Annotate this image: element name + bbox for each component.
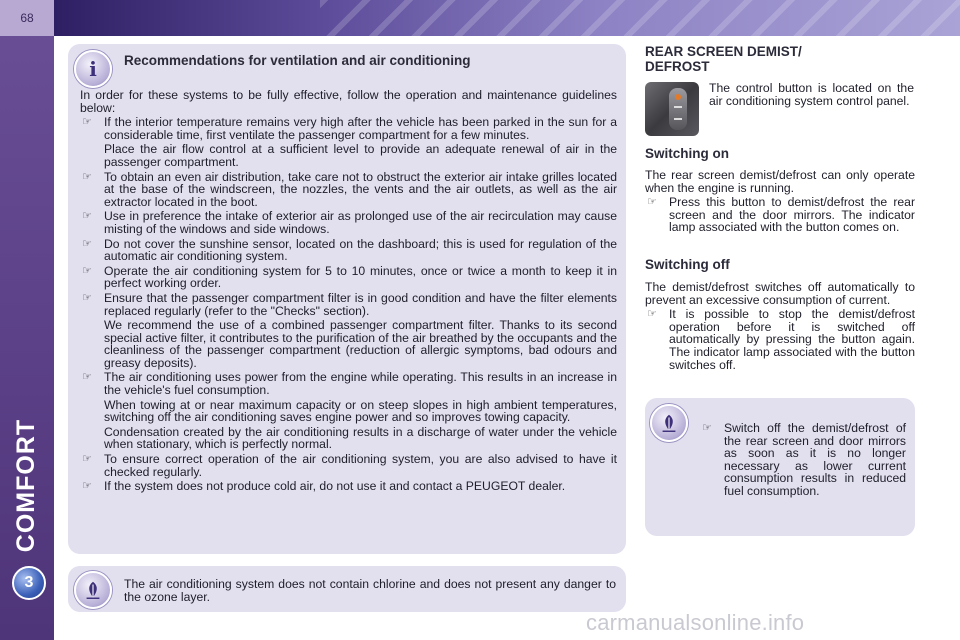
switching-off-body: [645, 281, 915, 373]
recommendation-item: ☞ To ensure correct operation of the air conditioning system, you are also advised to have it checked regularly.: [80, 453, 617, 478]
switching-off-heading: Switching off: [645, 257, 730, 272]
switching-on-heading: Switching on: [645, 146, 729, 161]
header-band: [54, 0, 960, 36]
recommendation-item: ☞ To obtain an even air distribution, take care not to obstruct the exterior air intake grilles located at the base of the windscreen, the nozzles, the vents and the air outlets, as well as the air extractor located in the boot.: [80, 171, 617, 209]
info-icon: i: [74, 50, 112, 88]
eco-tip-leaf-icon: [650, 404, 688, 442]
eco-tip-bullet: ☞ Switch off the demist/defrost of the rear screen and door mirrors as soon as it is no longer necessary as lower current consumption results in reduced fuel consumption.: [700, 422, 906, 498]
recommendations-title: Recommendations for ventilation and air conditioning: [124, 53, 471, 68]
rear-screen-title-line1: REAR SCREEN DEMIST/: [645, 44, 802, 59]
watermark: carmanualsonline.info: [586, 610, 805, 635]
indicator-lamp: [675, 94, 681, 100]
eco-note-text: The air conditioning system does not contain chlorine and does not present any danger to the ozone layer.: [124, 577, 616, 604]
switching-off-bullet: ☞ It is possible to stop the demist/defrost operation before it is switched off automatically by pressing the button again. The indicator lamp associated with the button switches off.: [645, 308, 915, 371]
recommendation-subparagraph: Condensation created by the air conditioning results in a discharge of water under the vehicle when stationary, which is perfectly normal.: [104, 424, 617, 452]
chapter-label-text: COMFORT: [12, 418, 41, 552]
rear-demist-symbol-icon: [674, 106, 682, 120]
switching-on-text: The rear screen demist/defrost can only operate when the engine is running.: [645, 168, 915, 195]
eco-leaf-icon-shape: [82, 579, 104, 601]
rear-demist-button-image: [645, 82, 699, 136]
chapter-number-badge: 3: [12, 566, 46, 600]
chapter-label: [5, 420, 49, 550]
recommendation-subparagraph: We recommend the use of a combined passenger compartment filter. Thanks to its second special active filter, it contributes to the purification of the air breathed by the occupants and the cleanliness of the passenger compartment (reduction of allergic symptoms, bad odours and greasy deposits).: [104, 318, 617, 370]
switching-on-body: [645, 169, 915, 236]
recommendation-subparagraph: When towing at or near maximum capacity or on steep slopes in high ambient temperatures, switching off the air conditioning saves engine power and so improves towing capacity.: [104, 397, 617, 425]
page-number: 68: [0, 0, 54, 36]
recommendations-intro: In order for these systems to be fully effective, follow the operation and maintenance guidelines below:: [80, 88, 617, 115]
eco-leaf-icon: [74, 571, 112, 609]
recommendation-item: ☞ Use in preference the intake of exterior air as prolonged use of the air recirculation may cause misting of the windows and side windows.: [80, 210, 617, 235]
recommendation-subparagraph: Place the air flow control at a sufficient level to provide an adequate renewal of air in the passenger compartment.: [104, 142, 617, 169]
recommendations-body: [80, 89, 617, 495]
recommendation-item: ☞ If the interior temperature remains very high after the vehicle has been parked in the sun for a considerable time, first ventilate the passenger compartment for a few minutes.: [80, 116, 617, 141]
rear-screen-title: [645, 44, 915, 74]
recommendation-item: ☞ If the system does not produce cold air, do not use it and contact a PEUGEOT dealer.: [80, 480, 617, 493]
eco-tip-body: [700, 422, 906, 500]
recommendation-item: ☞ Ensure that the passenger compartment filter is in good condition and have the filter elements replaced regularly (refer to the "Checks" section).: [80, 292, 617, 317]
switching-off-text: The demist/defrost switches off automatically to prevent an excessive consumption of current.: [645, 280, 915, 307]
control-description: The control button is located on the air conditioning system control panel.: [709, 81, 914, 108]
recommendation-item: ☞ Do not cover the sunshine sensor, located on the dashboard; this is used for regulation of the automatic air conditioning system.: [80, 238, 617, 263]
recommendation-item: ☞ Operate the air conditioning system for 5 to 10 minutes, once or twice a month to keep it in perfect working order.: [80, 265, 617, 290]
recommendations-list: [80, 116, 617, 493]
eco-tip-leaf-icon-shape: [658, 412, 680, 434]
recommendation-item: ☞ The air conditioning uses power from the engine while operating. This results in an increase in the vehicle's fuel consumption.: [80, 371, 617, 396]
header-pattern: [320, 0, 960, 36]
switching-on-bullet: ☞ Press this button to demist/defrost the rear screen and the door mirrors. The indicator lamp associated with the button comes on.: [645, 196, 915, 234]
rear-screen-title-line2: DEFROST: [645, 59, 710, 74]
